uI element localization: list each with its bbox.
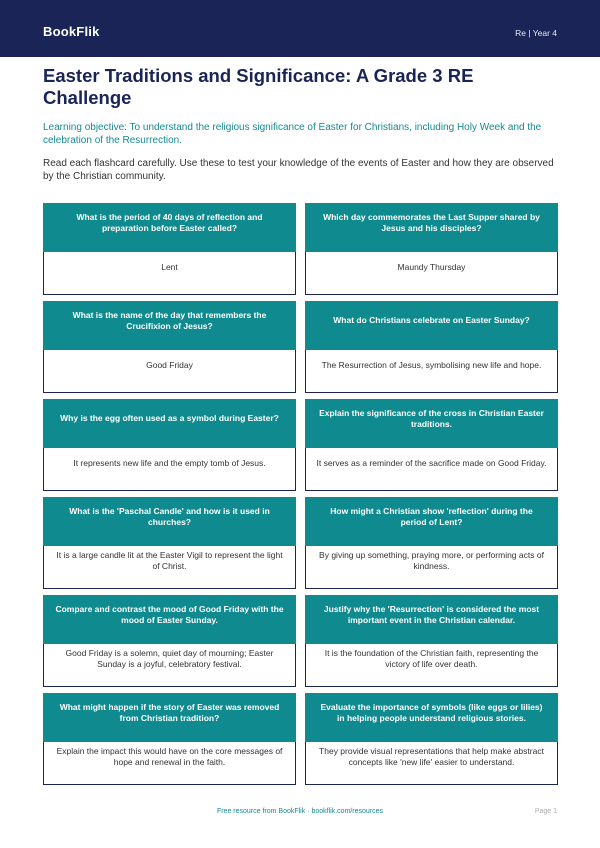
answer-text: They provide visual representations that help make abstract concepts like 'new life' easier to understand. — [319, 746, 544, 767]
flashcard — [305, 497, 558, 595]
flashcard — [43, 595, 296, 693]
flashcard-question — [305, 301, 558, 350]
flashcard — [43, 693, 296, 791]
answer-text: Good Friday — [146, 359, 193, 370]
page-header — [0, 0, 600, 57]
brand-logo[interactable]: BookFlik — [43, 24, 100, 39]
flashcard-question — [305, 693, 558, 742]
flashcard-answer — [305, 644, 558, 687]
answer-text: It represents new life and the empty tomb of Jesus. — [73, 457, 266, 468]
question-text: Explain the significance of the cross in Christian Easter traditions. — [319, 407, 544, 429]
learning-objective: Learning objective: To understand the religious significance of Easter for Christians, including Holy Week and the celebration of the Resurrection. — [43, 122, 542, 146]
flashcard-question — [43, 693, 296, 742]
question-text: Why is the egg often used as a symbol during Easter? — [60, 413, 279, 423]
flashcard-answer — [43, 644, 296, 687]
flashcard — [305, 693, 558, 791]
flashcard-question — [43, 497, 296, 546]
flashcard — [43, 301, 296, 399]
flashcard-answer — [43, 448, 296, 491]
flashcard-question — [43, 301, 296, 350]
flashcard — [43, 203, 296, 301]
flashcard — [305, 399, 558, 497]
subject-year-label: Re | Year 4 — [515, 28, 557, 38]
flashcard-answer — [305, 742, 558, 785]
flashcard-answer — [43, 350, 296, 393]
intro-text: Read each flashcard carefully. Use these to test your knowledge of the events of Easter and how they are observed by the Christian community. — [43, 158, 554, 182]
flashcard-answer — [43, 742, 296, 785]
page-title: Easter Traditions and Significance: A Grade 3 RE Challenge — [43, 65, 474, 108]
flashcard — [305, 595, 558, 693]
flashcard-question — [305, 203, 558, 252]
question-text: What is the period of 40 days of reflection and preparation before Easter called? — [76, 211, 263, 233]
footer-resource-link[interactable]: Free resource from BookFlik · bookflik.com/resources — [216, 808, 384, 815]
flashcard-question — [305, 399, 558, 448]
flashcard-answer — [305, 350, 558, 393]
flashcard-answer — [43, 252, 296, 295]
answer-text: It is the foundation of the Christian faith, representing the victory of life over death. — [324, 648, 539, 669]
question-text: What might happen if the story of Easter was removed from Christian tradition? — [59, 701, 280, 723]
question-text: Justify why the 'Resurrection' is considered the most important event in the Christian calendar. — [323, 603, 540, 625]
flashcard-question — [305, 497, 558, 546]
flashcard-answer — [43, 546, 296, 589]
flashcard-question — [43, 595, 296, 644]
flashcard-answer — [305, 252, 558, 295]
answer-text: Good Friday is a solemn, quiet day of mourning; Easter Sunday is a joyful, celebratory festival. — [65, 648, 274, 669]
flashcard-grid — [43, 203, 558, 791]
answer-text: It serves as a reminder of the sacrifice made on Good Friday. — [316, 457, 547, 468]
flashcard — [305, 203, 558, 301]
flashcard-question — [43, 203, 296, 252]
answer-text: Maundy Thursday — [397, 261, 466, 272]
question-text: Compare and contrast the mood of Good Friday with the mood of Easter Sunday. — [55, 603, 284, 625]
answer-text: It is a large candle lit at the Easter Vigil to represent the light of Christ. — [56, 550, 283, 571]
flashcard — [43, 497, 296, 595]
flashcard — [305, 301, 558, 399]
flashcard-answer — [305, 448, 558, 491]
flashcard-question — [305, 595, 558, 644]
answer-text: The Resurrection of Jesus, symbolising new life and hope. — [321, 359, 542, 370]
question-text: Which day commemorates the Last Supper shared by Jesus and his disciples? — [323, 211, 540, 233]
question-text: What is the name of the day that remembers the Crucifixion of Jesus? — [72, 309, 267, 331]
flashcard-answer — [305, 546, 558, 589]
answer-text: By giving up something, praying more, or performing acts of kindness. — [319, 550, 544, 571]
flashcard-question — [43, 399, 296, 448]
answer-text: Explain the impact this would have on the core messages of hope and renewal in the faith. — [56, 746, 283, 767]
question-text: What do Christians celebrate on Easter Sunday? — [333, 315, 530, 325]
answer-text: Lent — [161, 261, 178, 272]
page-number: Page 1 — [534, 808, 557, 815]
question-text: Evaluate the importance of symbols (like eggs or lilies) in helping people understand religious stories. — [320, 701, 543, 723]
question-text: How might a Christian show 'reflection' during the period of Lent? — [330, 505, 533, 527]
question-text: What is the 'Paschal Candle' and how is it used in churches? — [69, 505, 270, 527]
flashcard — [43, 399, 296, 497]
